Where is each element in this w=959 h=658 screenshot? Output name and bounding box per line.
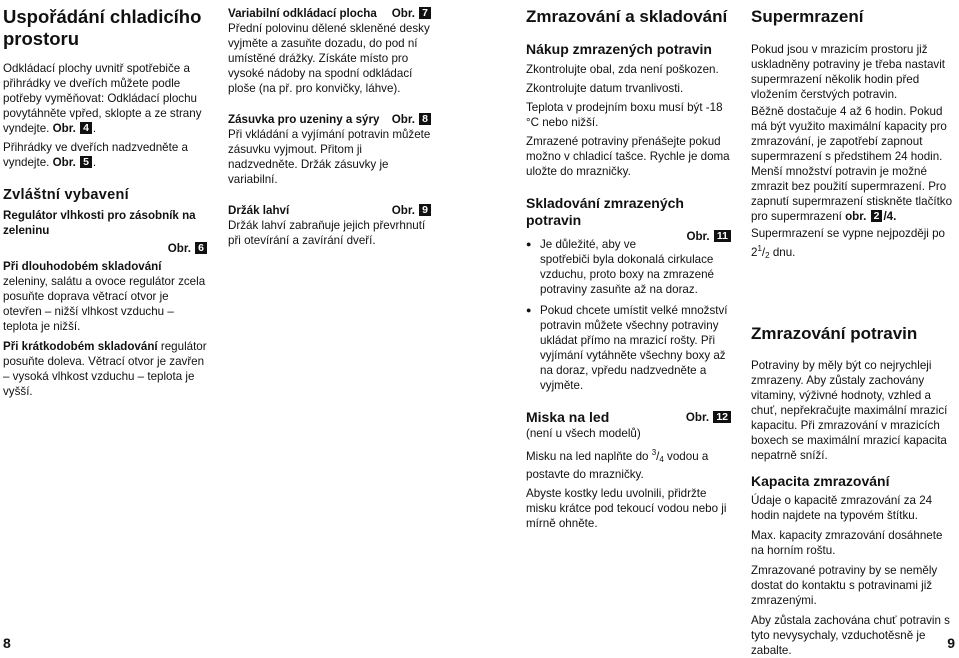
list-item: ● Pokud chcete umístit velké množství potravin můžete všechny potraviny ukládat přímo na mrazicí rošty. Při vyjímání vytáhněte všechny boxy až na doraz, vpředu nadzvedněte a vyjměte.	[526, 303, 732, 393]
paragraph: Abyste kostky ledu uvolnili, přidržte misku krátce pod tekoucí vodou nebo ji mírně ohněte.	[526, 487, 727, 530]
paragraph: Běžně dostačuje 4 až 6 hodin. Pokud má být využito maximální kapacity pro zmrazování, je zapotřebí zapnout supermrazení s předstihem 24 hodin. Menší množství potravin je možné zmrazit bez použití supermrazení. Pro zapnutí supermrazení stiskněte tlačítko pro supermrazení obr. 2 /4.	[751, 105, 953, 223]
paragraph: Misku na led naplňte do $^3$/4 vodou a postavte do mrazničky.	[526, 448, 709, 481]
subsection-title: Variabilní odkládací plocha Obr. 7	[228, 6, 432, 21]
paragraph: Odkládací plochy uvnitř spotřebiče a přihrádky ve dveřích můžete podle potřeby vyměňovat: Odkládací plochu povytáhněte vpřed, sklopte a ze strany vyndejte. Obr. 4 .	[3, 62, 202, 135]
paragraph: Zmrazované potraviny by se neměly dostat do kontaktu s potravinami již zmrazenými.	[751, 564, 938, 607]
paragraph: Pokud jsou v mrazicím prostoru již uskladněny potraviny je třeba nastavit supermrazení několik hodin před vložením čerstvých potravin.	[751, 43, 945, 101]
page-number-right: 9	[947, 635, 955, 651]
paragraph: Zkontrolujte obal, zda není poškozen.	[526, 63, 719, 76]
subsection-title: Skladování zmrazených potravin Obr. 11	[526, 195, 732, 229]
paragraph: Zkontrolujte datum trvanlivosti.	[526, 82, 684, 95]
subsection-title: Miska na led Obr. 12	[526, 409, 732, 426]
paragraph: Aby zůstala zachována chuť potravin s tyto nevysychaly, vzduchotěsně je zabalte.	[751, 614, 950, 657]
subsection-title: Regulátor vlhkosti pro zásobník na zeleninu	[3, 209, 196, 237]
figure-ref-badge: 2	[871, 210, 883, 222]
section-title-freezing: Zmrazování a skladování	[526, 7, 728, 26]
paragraph: Supermrazení se vypne nejpozději po $2^1/2$ dnu.	[751, 227, 945, 260]
bullet-list	[526, 237, 732, 393]
subsection-title: Nákup zmrazených potravin	[526, 41, 712, 57]
paragraph: Zmrazené potraviny přenášejte pokud možno v chladicí tašce. Rychle je doma uložte do mrazničky.	[526, 135, 730, 178]
section-title-freezing-food: Zmrazování potravin	[751, 324, 918, 343]
page-number-left: 8	[3, 635, 11, 651]
figure-ref-badge: 7	[419, 7, 431, 19]
list-item: ● Je důležité, aby ve spotřebiči byla dokonalá cirkulace vzduchu, proto boxy na zmrazené potraviny zasuňte až na doraz.	[526, 237, 732, 297]
paragraph: Údaje o kapacitě zmrazování za 24 hodin najdete na typovém štítku.	[751, 494, 933, 522]
figure-ref: Obr. 6	[3, 241, 208, 256]
paragraph: Přihrádky ve dveřích nadzvedněte a vyndejte. Obr. 5 .	[3, 141, 188, 169]
figure-ref-badge: 4	[80, 122, 92, 134]
column-3	[526, 6, 732, 531]
column-2	[228, 6, 432, 248]
subsection-title: Držák lahví Obr. 9	[228, 203, 432, 218]
figure-ref-badge: 6	[195, 242, 207, 254]
paragraph: Při vkládání a vyjímání potravin můžete zásuvku vyjmout. Přitom ji nadzvedněte. Držák zásuvky je variabilní.	[228, 128, 431, 186]
column-4	[751, 6, 957, 658]
figure-ref-badge: 5	[80, 156, 92, 168]
subsection-title: Kapacita zmrazování	[751, 473, 890, 489]
paragraph: Při krátkodobém skladování regulátor posuňte doleva. Větrací otvor je zavřen – vysoká vlhkost vzduchu – teplota je vyšší.	[3, 340, 207, 398]
paragraph: Při dlouhodobém skladování zeleniny, salátu a ovoce regulátor zcela posuňte doprava větrací otvor je otevřen – nižší vlhkost vzduchu – teplota je nižší.	[3, 260, 206, 333]
figure-ref-badge: 9	[419, 204, 431, 216]
paragraph: Teplota v prodejním boxu musí být -18 °C nebo nižší.	[526, 101, 723, 129]
paragraph: Přední polovinu dělené skleněné desky vyjměte a zasuňte dozadu, do pod ní umístěné drážky. Získáte místo pro vysoké nádoby na spodní odkládací ploše (na př. pro konvičky, láhve).	[228, 22, 430, 95]
paragraph: Potraviny by měly být co nejrychleji zmrazeny. Aby zůstaly zachovány vitaminy, výživné hodnoty, vzhled a chuť, nepřekračujte maximální mrazicí kapacitu. Při zmrazování v mrazicích boxech se maximální mrazicí kapacita nepatrně sníží.	[751, 359, 948, 462]
subsection-title: Zásuvka pro uzeniny a sýry Obr. 8	[228, 112, 432, 127]
column-1	[3, 6, 208, 399]
figure-ref-badge: 8	[419, 113, 431, 125]
paragraph: Max. kapacity zmrazování dosáhnete na horním roštu.	[751, 529, 943, 557]
figure-ref-badge: 11	[714, 230, 731, 242]
section-title-special-equipment: Zvláštní vybavení	[3, 187, 129, 203]
section-title-fridge-layout: Uspořádání chladicího prostoru	[3, 6, 202, 49]
figure-ref-badge: 12	[713, 411, 731, 423]
section-title-superfreezing: Supermrazení	[751, 7, 864, 26]
note: (není u všech modelů)	[526, 427, 641, 440]
paragraph: Držák lahví zabraňuje jejich převrhnutí při otevírání a zavírání dveří.	[228, 219, 426, 247]
